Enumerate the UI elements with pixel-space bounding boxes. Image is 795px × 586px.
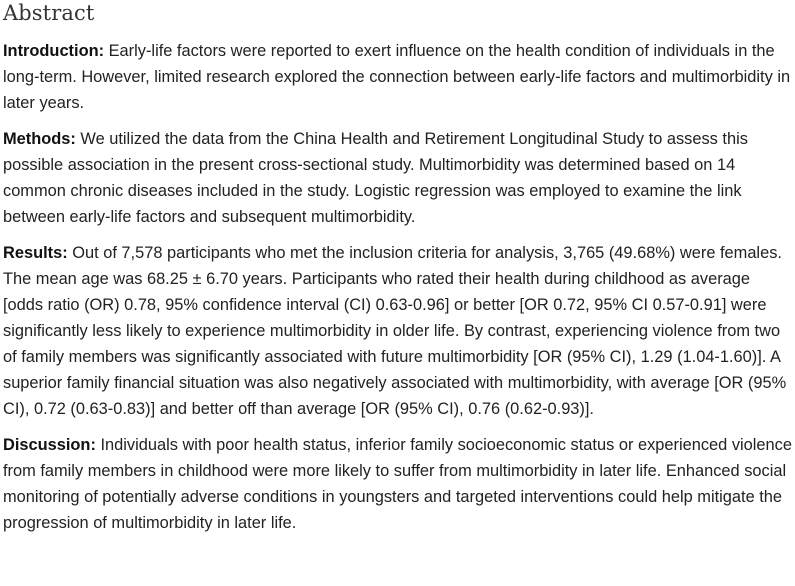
abstract-title: Abstract	[3, 1, 95, 25]
introduction-heading: Introduction:	[3, 42, 105, 60]
results-body: Out of 7,578 participants who met the inclusion criteria for analysis, 3,765 (49.68%) were females. The mean age was 68.25 ± 6.70 years. Participants who rated their health during childhood as average [odds ratio (OR) 0.78, 95% confidence interval (CI) 0.63-0.96] or better [OR 0.72, 95% CI 0.57-0.91] were significantly less likely to experience multimorbidity in older life. By contrast, experiencing violence from two of family members was significantly associated with future multimorbidity [OR (95% CI), 1.29 (1.04-1.60)]. A superior family financial situation was also negatively associated with multimorbidity, with average [OR (95% CI), 0.72 (0.63-0.83)] and better off than average [OR (95% CI), 0.76 (0.62-0.93)].	[3, 244, 787, 418]
abstract-discussion	[3, 432, 793, 536]
methods-body: We utilized the data from the China Health and Retirement Longitudinal Study to assess this possible association in the present cross-sectional study. Multimorbidity was determined based on 14 common chronic diseases included in the study. Logistic regression was employed to examine the link between early-life factors and subsequent multimorbidity.	[3, 130, 748, 226]
abstract-section	[3, 0, 793, 546]
abstract-results	[3, 240, 793, 422]
introduction-body: Early-life factors were reported to exert influence on the health condition of individuals in the long-term. However, limited research explored the connection between early-life factors and multimorbidity in later years.	[3, 42, 791, 112]
methods-heading: Methods:	[3, 130, 76, 148]
discussion-body: Individuals with poor health status, inferior family socioeconomic status or experienced violence from family members in childhood were more likely to suffer from multimorbidity in later life. Enhanced social monitoring of potentially adverse conditions in youngsters and targeted interventions could help mitigate the progression of multimorbidity in later life.	[3, 436, 792, 532]
abstract-introduction	[3, 38, 793, 116]
results-heading: Results:	[3, 244, 68, 262]
abstract-methods	[3, 126, 793, 230]
discussion-heading: Discussion:	[3, 436, 96, 454]
